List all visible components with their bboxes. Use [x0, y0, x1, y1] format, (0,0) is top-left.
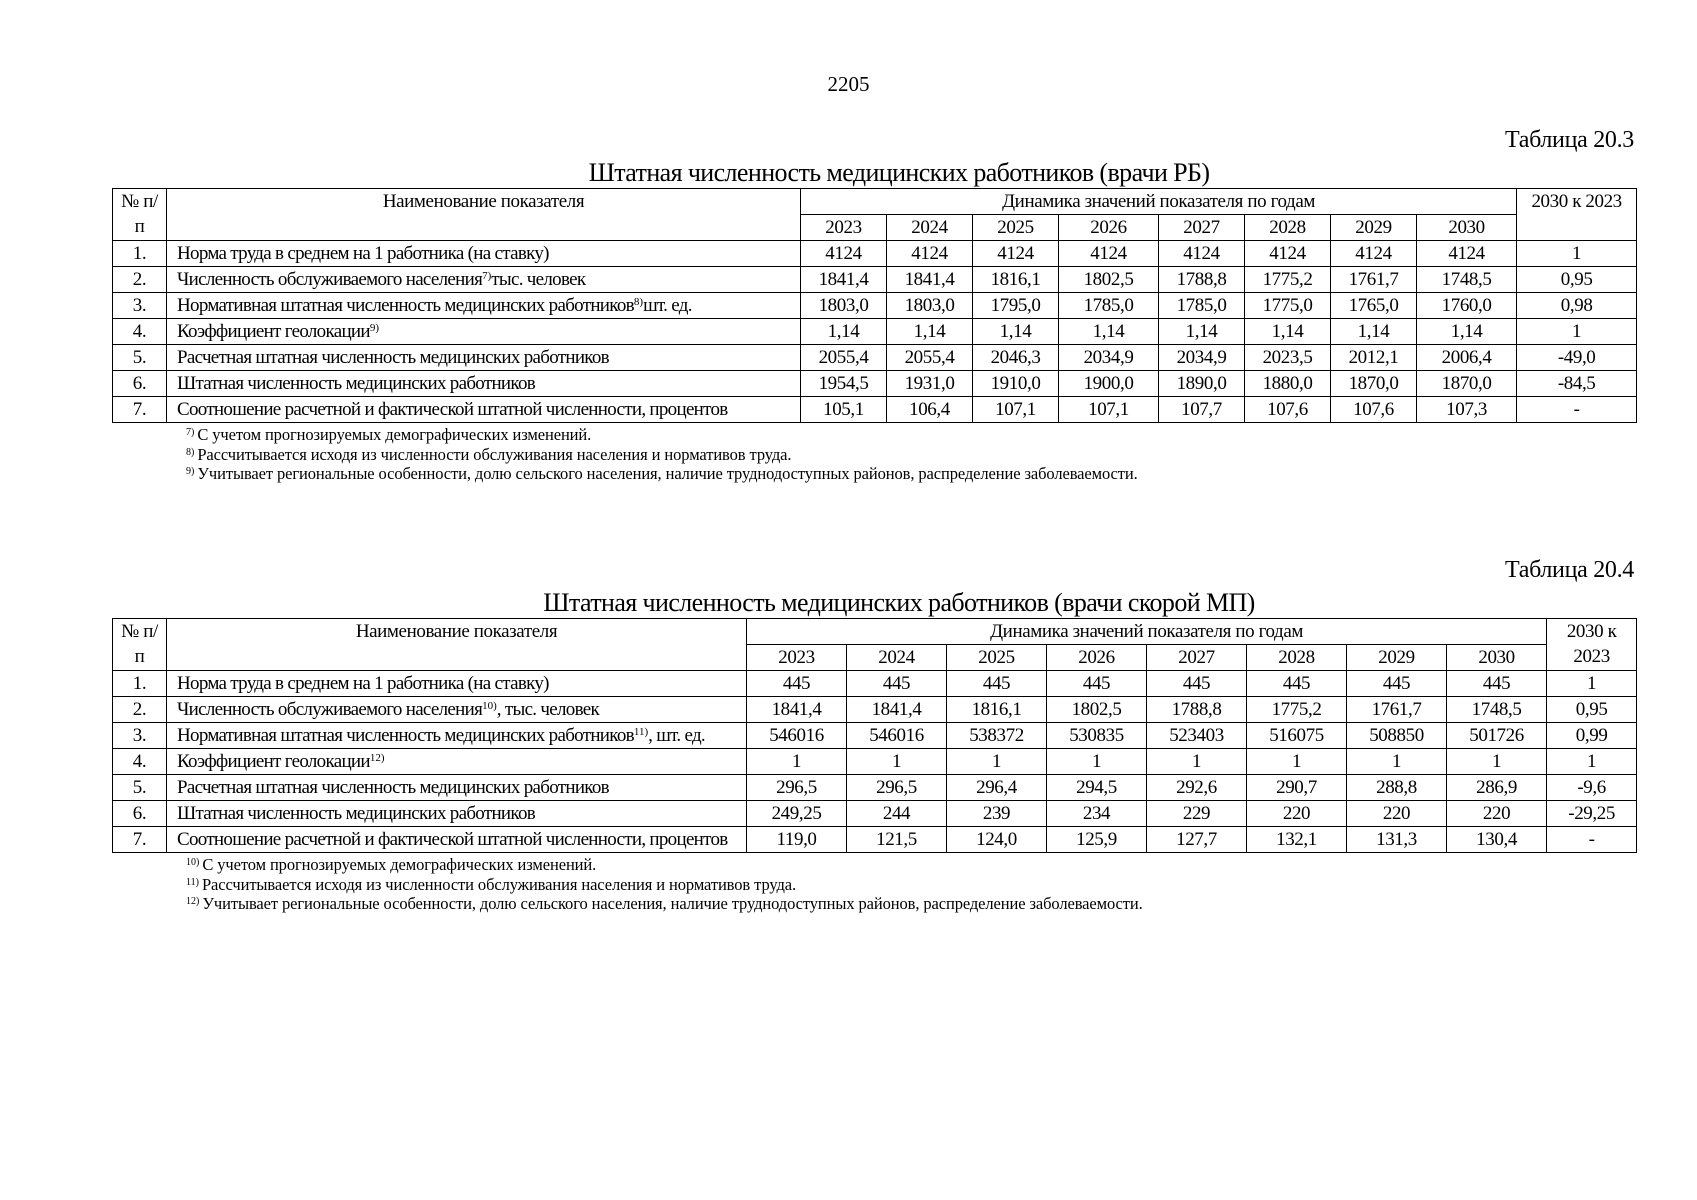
- value-cell: 501726: [1447, 723, 1547, 749]
- header-year: 2024: [887, 215, 973, 241]
- value-cell: 523403: [1147, 723, 1247, 749]
- value-cell: 530835: [1047, 723, 1147, 749]
- footnote-ref: 8): [633, 296, 644, 308]
- footnote-mark: 10): [186, 857, 200, 868]
- footnote-ref: 11): [633, 726, 649, 738]
- value-cell: 1890,0: [1159, 371, 1245, 397]
- value-cell: 445: [1147, 671, 1247, 697]
- row-name-text: Норма труда в среднем на 1 работника (на ставку): [177, 673, 549, 694]
- value-cell: 1: [947, 749, 1047, 775]
- table-row: [113, 775, 1637, 801]
- header-dynamics: Динамика значений показателя по годам: [747, 619, 1547, 645]
- header-year: 2028: [1247, 645, 1347, 671]
- value-cell: 445: [1447, 671, 1547, 697]
- value-cell: 234: [1047, 801, 1147, 827]
- value-cell: 1841,4: [887, 267, 973, 293]
- footnote-mark: 12): [186, 896, 200, 907]
- value-cell: 445: [847, 671, 947, 697]
- row-name-text: Соотношение расчетной и фактической штатной численности, процентов: [177, 829, 728, 850]
- ratio-cell: 1: [1517, 241, 1637, 267]
- header-year: 2027: [1159, 215, 1245, 241]
- header-year: 2027: [1147, 645, 1247, 671]
- header-year: 2023: [801, 215, 887, 241]
- value-cell: 4124: [1059, 241, 1159, 267]
- value-cell: 290,7: [1247, 775, 1347, 801]
- table-row: [113, 671, 1637, 697]
- value-cell: 1,14: [1159, 319, 1245, 345]
- value-cell: 4124: [1245, 241, 1331, 267]
- value-cell: 1880,0: [1245, 371, 1331, 397]
- header-dynamics: Динамика значений показателя по годам: [801, 189, 1517, 215]
- header-year: 2026: [1047, 645, 1147, 671]
- row-name-text: Соотношение расчетной и фактической штатной численности, процентов: [177, 399, 728, 420]
- value-cell: 249,25: [747, 801, 847, 827]
- value-cell: 4124: [1159, 241, 1245, 267]
- ratio-cell: -: [1547, 827, 1637, 853]
- value-cell: 1785,0: [1159, 293, 1245, 319]
- value-cell: 445: [1247, 671, 1347, 697]
- table-row: [113, 319, 1637, 345]
- row-number: 7.: [113, 827, 167, 853]
- value-cell: 1870,0: [1331, 371, 1417, 397]
- table-section-1: [112, 124, 1636, 484]
- row-number: 2.: [113, 697, 167, 723]
- row-name: [167, 267, 801, 293]
- value-cell: 445: [1347, 671, 1447, 697]
- value-cell: 1760,0: [1417, 293, 1517, 319]
- row-name-text: Штатная численность медицинских работников: [177, 803, 536, 824]
- row-name-text: Расчетная штатная численность медицинских работников: [177, 777, 609, 798]
- value-cell: 229: [1147, 801, 1247, 827]
- row-name-text: Коэффициент геолокации: [177, 751, 370, 772]
- footnote-text: Учитывает региональные особенности, долю сельского населения, наличие труднодоступных районов, распределение заболеваемости.: [197, 464, 1138, 483]
- value-cell: 1,14: [1417, 319, 1517, 345]
- row-name-tail: шт. ед.: [643, 295, 692, 316]
- value-cell: 1788,8: [1147, 697, 1247, 723]
- row-name: [167, 371, 801, 397]
- value-cell: 127,7: [1147, 827, 1247, 853]
- value-cell: 1761,7: [1347, 697, 1447, 723]
- footnote-mark: 11): [186, 876, 199, 888]
- value-cell: 1775,0: [1245, 293, 1331, 319]
- header-name: Наименование показателя: [167, 619, 747, 671]
- value-cell: 107,1: [973, 397, 1059, 423]
- value-cell: 131,3: [1347, 827, 1447, 853]
- value-cell: 2046,3: [973, 345, 1059, 371]
- row-name: [167, 345, 801, 371]
- table-row: [113, 293, 1637, 319]
- value-cell: 538372: [947, 723, 1047, 749]
- value-cell: 4124: [1331, 241, 1417, 267]
- row-number: 7.: [113, 397, 167, 423]
- header-year: 2024: [847, 645, 947, 671]
- table-row: [113, 749, 1637, 775]
- value-cell: 4124: [1417, 241, 1517, 267]
- ratio-cell: 1: [1547, 749, 1637, 775]
- value-cell: 1802,5: [1047, 697, 1147, 723]
- footnotes: [186, 425, 1636, 484]
- value-cell: 1841,4: [801, 267, 887, 293]
- footnote-text: Учитывает региональные особенности, долю сельского населения, наличие труднодоступных районов, распределение заболеваемости.: [202, 894, 1143, 913]
- value-cell: 546016: [847, 723, 947, 749]
- value-cell: 1900,0: [1059, 371, 1159, 397]
- ratio-cell: -84,5: [1517, 371, 1637, 397]
- ratio-cell: -9,6: [1547, 775, 1637, 801]
- value-cell: 516075: [1247, 723, 1347, 749]
- ratio-cell: 0,98: [1517, 293, 1637, 319]
- value-cell: 107,6: [1245, 397, 1331, 423]
- table-row: [113, 267, 1637, 293]
- footnote-mark: 7): [186, 427, 195, 438]
- row-name-text: Нормативная штатная численность медицинских работников: [177, 295, 634, 316]
- value-cell: 1765,0: [1331, 293, 1417, 319]
- value-cell: 107,3: [1417, 397, 1517, 423]
- value-cell: 1803,0: [801, 293, 887, 319]
- row-name: [167, 241, 801, 267]
- value-cell: 107,1: [1059, 397, 1159, 423]
- value-cell: 1: [847, 749, 947, 775]
- value-cell: 107,7: [1159, 397, 1245, 423]
- staffing-table: [112, 188, 1637, 423]
- row-name: [167, 293, 801, 319]
- value-cell: 130,4: [1447, 827, 1547, 853]
- row-number: 6.: [113, 801, 167, 827]
- value-cell: 1931,0: [887, 371, 973, 397]
- ratio-cell: 0,99: [1547, 723, 1637, 749]
- footnote-text: С учетом прогнозируемых демографических изменений.: [202, 855, 597, 874]
- value-cell: 445: [1047, 671, 1147, 697]
- value-cell: 1,14: [1245, 319, 1331, 345]
- row-number: 3.: [113, 723, 167, 749]
- value-cell: 121,5: [847, 827, 947, 853]
- row-name-text: Расчетная штатная численность медицинских работников: [177, 347, 609, 368]
- value-cell: 1841,4: [747, 697, 847, 723]
- value-cell: 288,8: [1347, 775, 1447, 801]
- ratio-cell: -29,25: [1547, 801, 1637, 827]
- footnote-mark: 8): [186, 446, 195, 458]
- footnote: [186, 894, 1636, 914]
- ratio-cell: 0,95: [1517, 267, 1637, 293]
- footnote-text: Рассчитывается исходя из численности обслуживания населения и нормативов труда.: [197, 444, 792, 464]
- table-row: [113, 371, 1637, 397]
- header-ratio: 2030 к 2023: [1547, 619, 1637, 671]
- value-cell: 1: [1247, 749, 1347, 775]
- value-cell: 294,5: [1047, 775, 1147, 801]
- footnote-ref: 12): [369, 752, 385, 764]
- row-name: [167, 801, 747, 827]
- value-cell: 105,1: [801, 397, 887, 423]
- row-number: 1.: [113, 241, 167, 267]
- row-name-text: Норма труда в среднем на 1 работника (на ставку): [177, 243, 549, 264]
- table-row: [113, 241, 1637, 267]
- value-cell: 125,9: [1047, 827, 1147, 853]
- header-year: 2023: [747, 645, 847, 671]
- row-number: 5.: [113, 775, 167, 801]
- value-cell: 1802,5: [1059, 267, 1159, 293]
- header-year: 2025: [973, 215, 1059, 241]
- table-row: [113, 723, 1637, 749]
- footnote: [186, 855, 1636, 875]
- value-cell: 220: [1447, 801, 1547, 827]
- row-number: 6.: [113, 371, 167, 397]
- table-row: [113, 697, 1637, 723]
- value-cell: 220: [1247, 801, 1347, 827]
- row-name: [167, 723, 747, 749]
- value-cell: 1803,0: [887, 293, 973, 319]
- row-number: 4.: [113, 749, 167, 775]
- value-cell: 1: [1147, 749, 1247, 775]
- row-name: [167, 319, 801, 345]
- value-cell: 296,5: [747, 775, 847, 801]
- value-cell: 2055,4: [801, 345, 887, 371]
- header-num: № п/п: [113, 189, 167, 241]
- value-cell: 1788,8: [1159, 267, 1245, 293]
- value-cell: 2034,9: [1159, 345, 1245, 371]
- footnote-ref: 10): [482, 700, 497, 712]
- table-row: [113, 397, 1637, 423]
- value-cell: 1775,2: [1245, 267, 1331, 293]
- value-cell: 119,0: [747, 827, 847, 853]
- header-year: 2025: [947, 645, 1047, 671]
- value-cell: 2055,4: [887, 345, 973, 371]
- ratio-cell: 1: [1547, 671, 1637, 697]
- header-year: 2030: [1417, 215, 1517, 241]
- ratio-cell: 1: [1517, 319, 1637, 345]
- header-year: 2030: [1447, 645, 1547, 671]
- row-name-tail: , тыс. человек: [496, 699, 599, 720]
- value-cell: 124,0: [947, 827, 1047, 853]
- footnotes: [186, 855, 1636, 914]
- value-cell: 1: [1447, 749, 1547, 775]
- value-cell: 1785,0: [1059, 293, 1159, 319]
- value-cell: 1816,1: [973, 267, 1059, 293]
- table-body: [113, 671, 1637, 853]
- value-cell: 1795,0: [973, 293, 1059, 319]
- footnote: [186, 464, 1636, 484]
- footnote: [186, 425, 1636, 445]
- table-row: [113, 827, 1637, 853]
- value-cell: 286,9: [1447, 775, 1547, 801]
- value-cell: 106,4: [887, 397, 973, 423]
- header-name: Наименование показателя: [167, 189, 801, 241]
- value-cell: 1,14: [973, 319, 1059, 345]
- value-cell: 4124: [887, 241, 973, 267]
- table-row: [113, 801, 1637, 827]
- value-cell: 1775,2: [1247, 697, 1347, 723]
- value-cell: 2006,4: [1417, 345, 1517, 371]
- value-cell: 1,14: [801, 319, 887, 345]
- row-name: [167, 749, 747, 775]
- footnote-ref: 9): [369, 322, 380, 334]
- value-cell: 296,5: [847, 775, 947, 801]
- value-cell: 546016: [747, 723, 847, 749]
- value-cell: 1870,0: [1417, 371, 1517, 397]
- value-cell: 1: [1347, 749, 1447, 775]
- row-name-text: Численность обслуживаемого населения: [177, 699, 483, 720]
- value-cell: 292,6: [1147, 775, 1247, 801]
- value-cell: 1761,7: [1331, 267, 1417, 293]
- value-cell: 2012,1: [1331, 345, 1417, 371]
- value-cell: 1: [747, 749, 847, 775]
- table-title: Штатная численность медицинских работников (врачи РБ): [588, 158, 1210, 187]
- header-year: 2029: [1331, 215, 1417, 241]
- row-number: 1.: [113, 671, 167, 697]
- table-row: [113, 345, 1637, 371]
- row-name-text: Численность обслуживаемого населения: [177, 269, 483, 290]
- value-cell: 1748,5: [1447, 697, 1547, 723]
- header-year: 2026: [1059, 215, 1159, 241]
- row-name-text: Штатная численность медицинских работников: [177, 373, 536, 394]
- row-name: [167, 775, 747, 801]
- footnote-mark: 9): [186, 466, 195, 477]
- table-body: [113, 241, 1637, 423]
- value-cell: 244: [847, 801, 947, 827]
- value-cell: 1841,4: [847, 697, 947, 723]
- row-name-text: Коэффициент геолокации: [177, 321, 370, 342]
- value-cell: 4124: [973, 241, 1059, 267]
- value-cell: 445: [747, 671, 847, 697]
- value-cell: 132,1: [1247, 827, 1347, 853]
- value-cell: 2023,5: [1245, 345, 1331, 371]
- header-year: 2029: [1347, 645, 1447, 671]
- value-cell: 1910,0: [973, 371, 1059, 397]
- value-cell: 2034,9: [1059, 345, 1159, 371]
- row-number: 2.: [113, 267, 167, 293]
- header-year: 2028: [1245, 215, 1331, 241]
- table-label: Таблица 20.4: [1504, 557, 1634, 583]
- ratio-cell: -49,0: [1517, 345, 1637, 371]
- value-cell: 1816,1: [947, 697, 1047, 723]
- value-cell: 239: [947, 801, 1047, 827]
- value-cell: 1748,5: [1417, 267, 1517, 293]
- value-cell: 1,14: [1331, 319, 1417, 345]
- row-number: 4.: [113, 319, 167, 345]
- footnote: [186, 445, 1636, 465]
- row-name: [167, 671, 747, 697]
- row-name: [167, 827, 747, 853]
- footnote: [186, 875, 1636, 895]
- row-name-tail: , шт. ед.: [648, 725, 705, 746]
- table-label: Таблица 20.3: [1504, 127, 1634, 153]
- value-cell: 4124: [801, 241, 887, 267]
- value-cell: 1,14: [1059, 319, 1159, 345]
- value-cell: 220: [1347, 801, 1447, 827]
- value-cell: 1,14: [887, 319, 973, 345]
- ratio-cell: 0,95: [1547, 697, 1637, 723]
- row-name-text: Нормативная штатная численность медицинских работников: [177, 725, 634, 746]
- table-title: Штатная численность медицинских работников (врачи скорой МП): [543, 588, 1255, 617]
- footnote-ref: 7): [482, 270, 492, 282]
- row-number: 5.: [113, 345, 167, 371]
- value-cell: 508850: [1347, 723, 1447, 749]
- row-name-tail: тыс. человек: [491, 269, 586, 290]
- footnote-text: С учетом прогнозируемых демографических изменений.: [197, 425, 592, 444]
- value-cell: 296,4: [947, 775, 1047, 801]
- value-cell: 445: [947, 671, 1047, 697]
- value-cell: 1: [1047, 749, 1147, 775]
- header-ratio: 2030 к 2023: [1517, 189, 1637, 241]
- ratio-cell: -: [1517, 397, 1637, 423]
- value-cell: 1954,5: [801, 371, 887, 397]
- value-cell: 107,6: [1331, 397, 1417, 423]
- row-number: 3.: [113, 293, 167, 319]
- footnote-text: Рассчитывается исходя из численности обслуживания населения и нормативов труда.: [201, 874, 797, 894]
- header-num: № п/п: [113, 619, 167, 671]
- row-name: [167, 397, 801, 423]
- page-number: 2205: [827, 72, 870, 96]
- table-section-2: [112, 554, 1636, 914]
- row-name: [167, 697, 747, 723]
- staffing-table: [112, 618, 1637, 853]
